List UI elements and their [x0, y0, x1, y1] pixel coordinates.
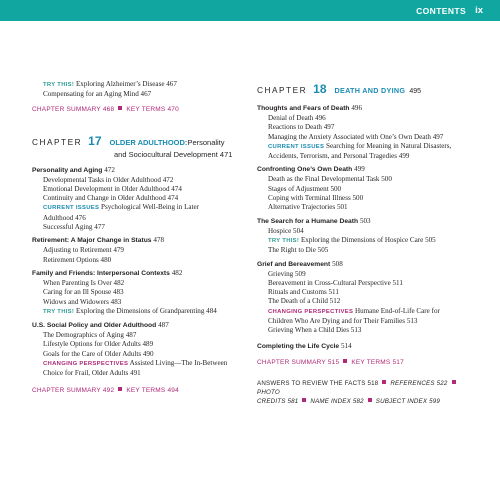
- toc-entry[interactable]: Emotional Development in Older Adulthood 474: [43, 184, 182, 193]
- section-heading[interactable]: Retirement: A Major Change in Status 478: [32, 236, 165, 245]
- square-bullet-icon: [118, 387, 122, 391]
- try-this-tag: TRY THIS!: [43, 82, 75, 88]
- toc-entry[interactable]: The Death of a Child 512: [268, 297, 341, 306]
- chapter-title: DEATH AND DYING: [334, 86, 406, 95]
- toc-entry[interactable]: Caring for an Ill Spouse 483: [43, 288, 124, 297]
- toc-entry[interactable]: Rituals and Customs 511: [268, 288, 339, 297]
- toc-entry[interactable]: Grieving 509: [268, 269, 306, 278]
- right-column: [257, 80, 475, 406]
- square-bullet-icon: [452, 380, 456, 384]
- toc-entry[interactable]: TRY THIS! Exploring the Dimensions of Grandparenting 484: [43, 306, 217, 315]
- answers-link[interactable]: ANSWERS TO REVIEW THE FACTS 518: [257, 379, 379, 387]
- section-heading[interactable]: Grief and Bereavement 508: [257, 259, 343, 268]
- toc-entry[interactable]: Adjusting to Retirement 479: [43, 246, 124, 255]
- chapter-summary-line[interactable]: CHAPTER SUMMARY 492 KEY TERMS 494: [32, 386, 179, 394]
- toc-entry[interactable]: Retirement Options 480: [43, 255, 112, 264]
- changing-perspectives-tag: CHANGING PERSPECTIVES: [268, 308, 354, 315]
- toc-entry[interactable]: Lifestyle Options for Older Adults 489: [43, 340, 154, 349]
- photo-credits-link-cont[interactable]: CREDITS 581: [257, 397, 299, 405]
- current-issues-tag: CURRENT ISSUES: [43, 205, 100, 212]
- toc-entry[interactable]: CHANGING PERSPECTIVES Assisted Living—The In-Between Choice for Frail, Older Adults 491: [43, 359, 228, 378]
- current-issues-tag: CURRENT ISSUES: [268, 143, 325, 150]
- left-column: [32, 80, 237, 395]
- header-bar: [0, 0, 500, 21]
- toc-entry[interactable]: The Right to Die 505: [268, 246, 329, 255]
- toc-entry[interactable]: CURRENT ISSUES Psychological Well-Being in Later Adulthood 476: [43, 203, 200, 222]
- subject-index-link[interactable]: SUBJECT INDEX 599: [375, 397, 441, 405]
- chapter-heading[interactable]: CHAPTER 17 OLDER ADULTHOOD:Personality and Sociocultural Development 471: [32, 133, 233, 159]
- square-bullet-icon: [302, 398, 306, 402]
- header-label: CONTENTS: [416, 5, 467, 16]
- toc-entry[interactable]: Widows and Widowers 483: [43, 297, 122, 306]
- chapter-title: OLDER ADULTHOOD:: [109, 137, 188, 147]
- toc-entry[interactable]: Grieving When a Child Dies 513: [268, 326, 362, 335]
- toc-entry[interactable]: Goals for the Care of Older Adults 490: [43, 349, 154, 358]
- section-heading[interactable]: Thoughts and Fears of Death 496: [257, 104, 363, 112]
- section-heading[interactable]: Confronting One’s Own Death 499: [257, 165, 365, 174]
- toc-entry[interactable]: When Parenting Is Over 482: [43, 278, 125, 287]
- toc-entry[interactable]: TRY THIS! Exploring Alzheimer’s Disease 467: [43, 80, 177, 88]
- back-matter-list: [257, 379, 475, 406]
- try-this-tag: TRY THIS!: [268, 237, 300, 244]
- chapter-number: 18: [313, 82, 327, 96]
- toc-entry[interactable]: CHANGING PERSPECTIVES Humane End-of-Life Care for Children Who Are Dying and for Their Families 513: [268, 306, 440, 326]
- section-heading[interactable]: The Search for a Humane Death 503: [257, 216, 371, 225]
- references-link[interactable]: REFERENCES 522: [390, 379, 448, 387]
- toc-entry[interactable]: Compensating for an Aging Mind 467: [43, 90, 152, 99]
- chapter-summary-line[interactable]: CHAPTER SUMMARY 468 KEY TERMS 470: [32, 105, 179, 113]
- header-page-number: ix: [475, 5, 483, 16]
- toc-entry[interactable]: Managing the Anxiety Associated with One’s Own Death 497: [268, 132, 444, 141]
- toc-entry[interactable]: Death as the Final Developmental Task 500: [268, 175, 392, 184]
- square-bullet-icon: [118, 106, 122, 110]
- square-bullet-icon: [382, 380, 386, 384]
- toc-entry[interactable]: Stages of Adjustment 500: [268, 184, 342, 193]
- toc-entry[interactable]: Successful Aging 477: [43, 223, 105, 232]
- chapter-heading[interactable]: CHAPTER 18 DEATH AND DYING 495: [257, 82, 421, 96]
- chapter-summary-line[interactable]: CHAPTER SUMMARY 515 KEY TERMS 517: [257, 358, 404, 366]
- chapter-number: 17: [88, 133, 102, 148]
- try-this-tag: TRY THIS!: [43, 308, 75, 315]
- changing-perspectives-tag: CHANGING PERSPECTIVES: [43, 361, 129, 368]
- name-index-link[interactable]: NAME INDEX 582: [310, 397, 364, 405]
- square-bullet-icon: [343, 359, 347, 363]
- toc-entry[interactable]: Continuity and Change in Older Adulthood 474: [43, 194, 179, 203]
- section-heading[interactable]: Completing the Life Cycle 514: [257, 341, 352, 350]
- toc-entry[interactable]: Reactions to Death 497: [268, 123, 335, 132]
- section-heading[interactable]: Personality and Aging 472: [32, 165, 115, 174]
- toc-entry[interactable]: CURRENT ISSUES Searching for Meaning in Natural Disasters, Accidents, Terrorism, and Personal Tragedies 499: [268, 141, 452, 161]
- toc-entry[interactable]: Denial of Death 496: [268, 114, 326, 122]
- toc-entry[interactable]: Hospice 504: [268, 226, 304, 235]
- toc-entry[interactable]: Alternative Trajectories 501: [268, 203, 348, 212]
- section-heading[interactable]: U.S. Social Policy and Older Adulthood 487: [32, 321, 169, 330]
- toc-entry[interactable]: TRY THIS! Exploring the Dimensions of Hospice Care 505: [268, 235, 436, 244]
- photo-credits-link[interactable]: PHOTO: [257, 388, 280, 396]
- toc-entry[interactable]: Coping with Terminal Illness 500: [268, 194, 364, 203]
- square-bullet-icon: [368, 398, 372, 402]
- toc-entry[interactable]: Developmental Tasks in Older Adulthood 472: [43, 175, 174, 184]
- toc-entry[interactable]: The Demographics of Aging 487: [43, 331, 137, 340]
- toc-entry[interactable]: Bereavement in Cross-Cultural Perspective 511: [268, 278, 403, 287]
- section-heading[interactable]: Family and Friends: Interpersonal Contexts 482: [32, 268, 183, 277]
